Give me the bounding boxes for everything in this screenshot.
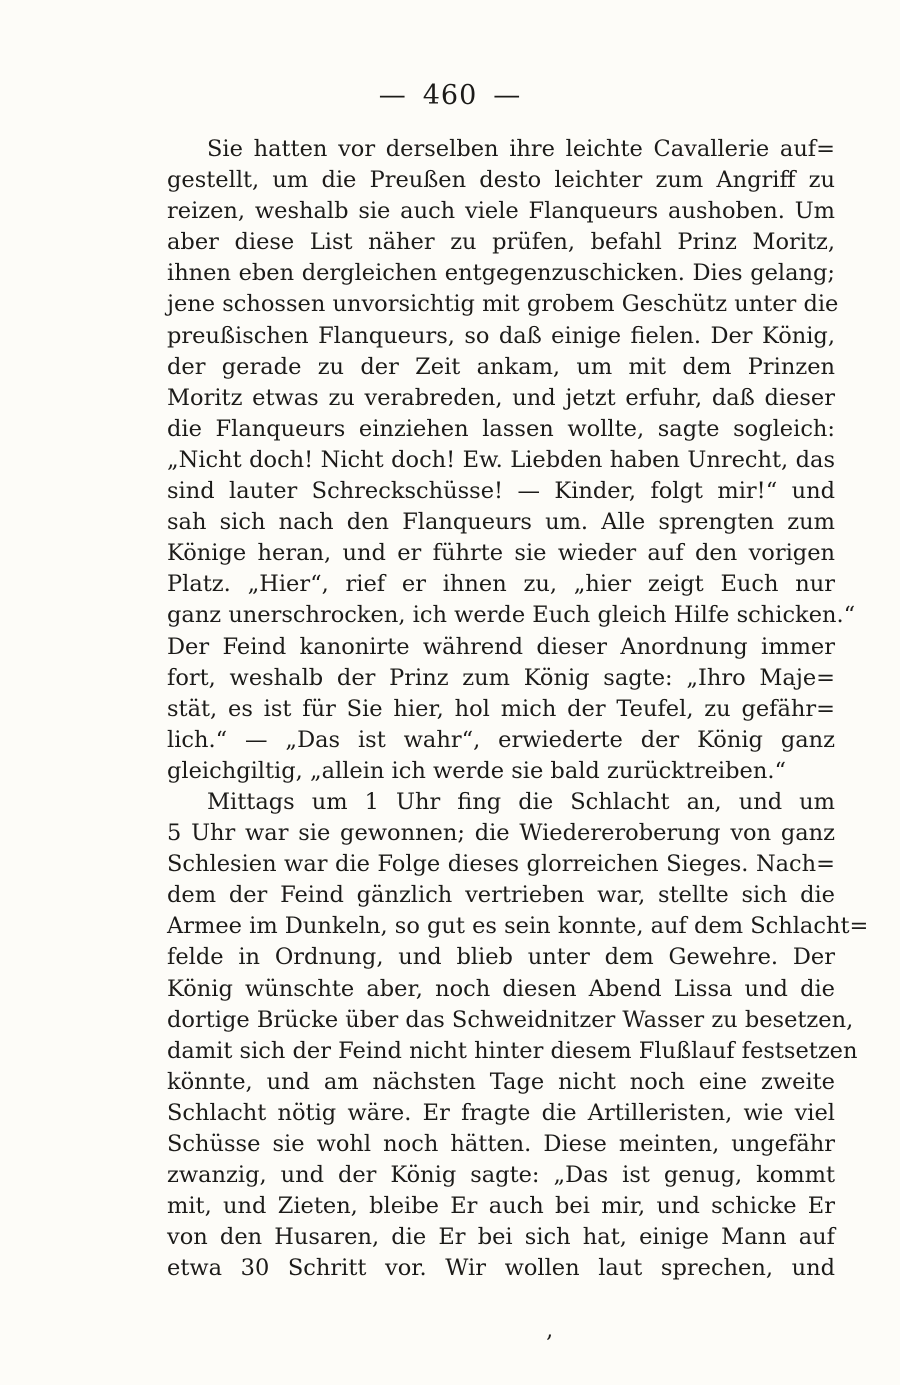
text-line: Armee im Dunkeln, so gut es sein konnte, auf dem Schlacht= bbox=[167, 913, 869, 940]
text-line: Schlacht nötig wäre. Er fragte die Artilleristen, wie viel bbox=[167, 1099, 835, 1126]
body-text bbox=[167, 134, 869, 1284]
text-line: damit sich der Feind nicht hinter diesem Flußlauf festsetzen bbox=[167, 1037, 858, 1064]
text-line: zwanzig, und der König sagte: „Das ist genug, kommt bbox=[167, 1162, 835, 1189]
text-line: Moritz etwas zu verabreden, und jetzt erfuhr, daß dieser bbox=[167, 384, 835, 411]
page-header bbox=[0, 80, 900, 111]
header-dash-right: — bbox=[493, 80, 522, 111]
text-line: felde in Ordnung, und blieb unter dem Gewehre. Der bbox=[167, 944, 835, 971]
text-line: etwa 30 Schritt vor. Wir wollen laut sprechen, und bbox=[167, 1255, 835, 1282]
text-line: Schlesien war die Folge dieses glorreichen Sieges. Nach= bbox=[167, 851, 835, 878]
text-line: könnte, und am nächsten Tage nicht noch eine zweite bbox=[167, 1068, 835, 1095]
header-dash-left: — bbox=[378, 80, 407, 111]
text-line: 5 Uhr war sie gewonnen; die Wiedereroberung von ganz bbox=[167, 820, 835, 847]
page-number: 460 bbox=[422, 80, 478, 111]
text-line: „Nicht doch! Nicht doch! Ew. Liebden haben Unrecht, das bbox=[167, 446, 835, 473]
text-line: aber diese List näher zu prüfen, befahl Prinz Moritz, bbox=[167, 229, 835, 256]
text-line: dem der Feind gänzlich vertrieben war, stellte sich die bbox=[167, 882, 835, 909]
text-line: lich.“ — „Das ist wahr“, erwiederte der König ganz bbox=[167, 726, 835, 753]
text-line: jene schossen unvorsichtig mit grobem Geschütz unter die bbox=[167, 291, 839, 318]
text-line: ihnen eben dergleichen entgegenzuschicken. Dies gelang; bbox=[167, 260, 835, 287]
text-line: die Flanqueurs einziehen lassen wollte, sagte sogleich: bbox=[167, 415, 835, 442]
text-line: sah sich nach den Flanqueurs um. Alle sprengten zum bbox=[167, 509, 835, 536]
text-line: reizen, weshalb sie auch viele Flanqueurs aushoben. Um bbox=[167, 198, 835, 225]
text-line: gleichgiltig, „allein ich werde sie bald zurücktreiben.“ bbox=[167, 757, 786, 784]
text-line: preußischen Flanqueurs, so daß einige fielen. Der König, bbox=[167, 322, 835, 349]
text-line: Sie hatten vor derselben ihre leichte Cavallerie auf= bbox=[207, 136, 835, 162]
text-line: Mittags um 1 Uhr fing die Schlacht an, und um bbox=[207, 788, 835, 815]
text-line: Der Feind kanonirte während dieser Anordnung immer bbox=[167, 633, 835, 660]
text-line: Platz. „Hier“, rief er ihnen zu, „hier zeigt Euch nur bbox=[167, 571, 835, 598]
text-line: dortige Brücke über das Schweidnitzer Wasser zu besetzen, bbox=[167, 1006, 854, 1033]
text-line: der gerade zu der Zeit ankam, um mit dem Prinzen bbox=[167, 353, 835, 380]
text-line: Schüsse sie wohl noch hätten. Diese meinten, ungefähr bbox=[167, 1131, 835, 1157]
text-line: König wünschte aber, noch diesen Abend Lissa und die bbox=[167, 975, 835, 1002]
text-line: stät, es ist für Sie hier, hol mich der Teufel, zu gefähr= bbox=[167, 695, 835, 722]
text-line: von den Husaren, die Er bei sich hat, einige Mann auf bbox=[167, 1224, 835, 1251]
text-line: Könige heran, und er führte sie wieder auf den vorigen bbox=[167, 540, 835, 567]
footer-mark: ‚ bbox=[546, 1318, 553, 1343]
text-line: ganz unerschrocken, ich werde Euch gleich Hilfe schicken.“ bbox=[167, 602, 856, 629]
text-line: gestellt, um die Preußen desto leichter zum Angriff zu bbox=[167, 167, 835, 194]
text-line: fort, weshalb der Prinz zum König sagte: „Ihro Maje= bbox=[167, 664, 835, 691]
text-line: sind lauter Schreckschüsse! — Kinder, folgt mir!“ und bbox=[167, 478, 835, 505]
text-line: mit, und Zieten, bleibe Er auch bei mir, und schicke Er bbox=[167, 1193, 835, 1220]
